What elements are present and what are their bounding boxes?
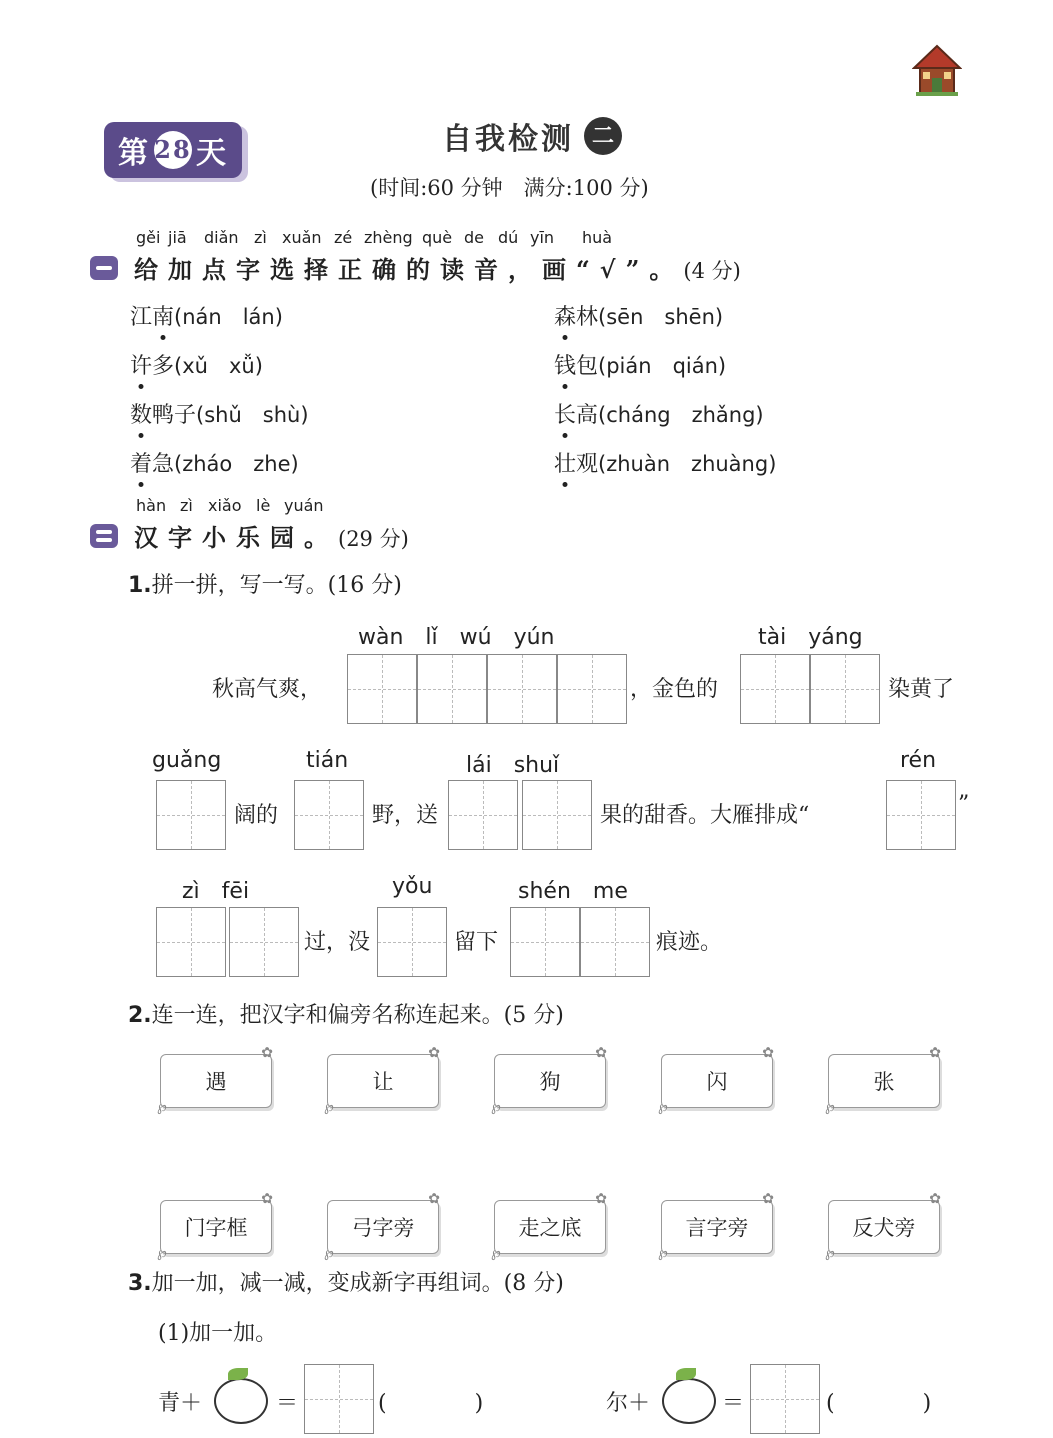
page-title xyxy=(442,114,622,158)
writing-box[interactable] xyxy=(810,654,880,724)
sentence-text: 留下 xyxy=(454,930,499,955)
question-3-sub: (1)加一加。 xyxy=(158,1321,278,1346)
question-2-number: 2. xyxy=(128,1003,152,1028)
writing-box[interactable] xyxy=(229,907,299,977)
sentence-text: 野，送 xyxy=(372,803,439,828)
writing-box[interactable] xyxy=(304,1364,374,1434)
flower-icon: ✿ xyxy=(261,1191,273,1207)
pinyin-word: hàn xyxy=(136,496,167,515)
writing-box[interactable] xyxy=(750,1364,820,1434)
day-suffix: 天 xyxy=(196,136,228,171)
pinyin-hint: rén xyxy=(900,748,937,773)
curl-icon: ℘ xyxy=(825,1099,835,1115)
equals-sign: ＝ xyxy=(722,1391,745,1416)
question-1 xyxy=(128,568,402,599)
question-2-text: 连一连，把汉字和偏旁名称连起来。(5 分) xyxy=(151,1003,564,1028)
reading-item[interactable]: 长高(cháng zhǎng) xyxy=(554,398,764,429)
title-text: 自我检测 xyxy=(442,122,574,157)
pinyin-word: zì xyxy=(254,228,267,247)
card-label: 狗 xyxy=(539,1070,561,1094)
pinyin-word: xiǎo xyxy=(208,496,242,515)
section2-score: (29 分) xyxy=(338,527,409,551)
sentence-text: ，金色的 xyxy=(630,677,719,702)
curl-icon: ℘ xyxy=(157,1099,167,1115)
sentence-text: 过，没 xyxy=(304,930,371,955)
sentence-text: 染黄了 xyxy=(888,677,955,702)
day-prefix: 第 xyxy=(118,136,150,171)
pinyin-hint: guǎng xyxy=(152,748,222,773)
writing-box[interactable] xyxy=(156,907,226,977)
reading-item[interactable]: 壮观(zhuàn zhuàng) xyxy=(554,447,776,478)
reading-options: (xǔ xǚ) xyxy=(174,354,263,378)
card-label: 门字框 xyxy=(184,1216,248,1240)
curl-icon: ℘ xyxy=(324,1245,334,1261)
flower-icon: ✿ xyxy=(595,1191,607,1207)
equation-left: 青＋ xyxy=(158,1391,203,1416)
writing-box[interactable] xyxy=(510,907,580,977)
card-label: 张 xyxy=(873,1070,895,1094)
pinyin-hint: tián xyxy=(306,748,349,773)
sentence-text: 秋高气爽， xyxy=(212,677,323,702)
reading-options: (shǔ shù) xyxy=(196,403,309,427)
question-3-number: 3. xyxy=(128,1271,152,1296)
flower-icon: ✿ xyxy=(261,1045,273,1061)
radical-card[interactable] xyxy=(825,1191,941,1261)
curl-icon: ℘ xyxy=(825,1245,835,1261)
question-1-text: 拼一拼，写一写。(16 分) xyxy=(151,573,402,598)
writing-box[interactable] xyxy=(347,654,417,724)
flower-icon: ✿ xyxy=(929,1045,941,1061)
pinyin-word: zì xyxy=(180,496,193,515)
flower-icon: ✿ xyxy=(929,1191,941,1207)
char-card[interactable] xyxy=(157,1045,273,1115)
char-card[interactable] xyxy=(658,1045,774,1115)
reading-item[interactable]: 森林(sēn shēn) xyxy=(554,300,723,331)
reading-item[interactable]: 江南(nán lán) xyxy=(130,300,283,331)
radical-card[interactable] xyxy=(658,1191,774,1261)
title-number: 二 xyxy=(584,117,622,155)
writing-box[interactable] xyxy=(417,654,487,724)
writing-box[interactable] xyxy=(294,780,364,850)
flower-icon: ✿ xyxy=(428,1045,440,1061)
reading-item[interactable]: 许多(xǔ xǚ) xyxy=(130,349,263,380)
pinyin-word: lè xyxy=(256,496,271,515)
answer-paren[interactable]: ( ) xyxy=(378,1391,484,1416)
pinyin-word: zhèng xyxy=(364,228,413,247)
leaf-icon xyxy=(676,1368,696,1380)
reading-options: (cháng zhǎng) xyxy=(598,403,764,427)
page-subtitle: (时间:60 分钟 满分:100 分) xyxy=(370,176,649,200)
question-2 xyxy=(128,998,564,1029)
card-label: 遇 xyxy=(205,1070,227,1094)
pinyin-word: yuán xyxy=(284,496,324,515)
day-badge xyxy=(104,122,242,178)
flower-icon: ✿ xyxy=(595,1045,607,1061)
equation-left: 尔＋ xyxy=(606,1391,651,1416)
house-icon xyxy=(912,42,962,98)
radical-card[interactable] xyxy=(157,1191,273,1261)
pinyin-word: gěi xyxy=(136,228,161,247)
sentence-text: 果的甜香。大雁排成“ xyxy=(600,803,810,828)
pinyin-hint: yǒu xyxy=(392,874,433,899)
pinyin-word: jiā xyxy=(168,228,187,247)
curl-icon: ℘ xyxy=(491,1245,501,1261)
pinyin-hint: tài yáng xyxy=(758,625,863,650)
answer-paren[interactable]: ( ) xyxy=(826,1391,932,1416)
pinyin-hint: zì fēi xyxy=(182,879,250,904)
section1-title xyxy=(134,250,741,285)
leaf-icon xyxy=(228,1368,248,1380)
writing-box[interactable] xyxy=(377,907,447,977)
reading-options: (zháo zhe) xyxy=(174,452,299,476)
curl-icon: ℘ xyxy=(324,1099,334,1115)
question-3-text: 加一加，减一减，变成新字再组词。(8 分) xyxy=(151,1271,564,1296)
reading-options: (pián qián) xyxy=(598,354,727,378)
writing-box[interactable] xyxy=(522,780,592,850)
writing-box[interactable] xyxy=(580,907,650,977)
sentence-text: ” xyxy=(958,792,970,817)
pinyin-word: zé xyxy=(334,228,353,247)
sentence-text: 阔的 xyxy=(234,803,279,828)
card-label: 言字旁 xyxy=(685,1216,749,1240)
card-label: 走之底 xyxy=(518,1216,582,1240)
writing-box[interactable] xyxy=(740,654,810,724)
curl-icon: ℘ xyxy=(157,1245,167,1261)
radical-card[interactable] xyxy=(324,1191,440,1261)
writing-box[interactable] xyxy=(156,780,226,850)
reading-options: (sēn shēn) xyxy=(598,305,724,329)
sentence-text: 痕迹。 xyxy=(656,930,723,955)
card-label: 反犬旁 xyxy=(852,1216,916,1240)
card-label: 弓字旁 xyxy=(351,1216,415,1240)
day-number: 28 xyxy=(154,131,192,169)
pinyin-word: xuǎn xyxy=(282,228,322,247)
equals-sign: ＝ xyxy=(276,1391,299,1416)
card-label: 闪 xyxy=(706,1070,728,1094)
question-3 xyxy=(128,1266,564,1297)
pinyin-word: de xyxy=(464,228,484,247)
reading-options: (nán lán) xyxy=(174,305,283,329)
section1-marker xyxy=(90,256,118,280)
writing-box[interactable] xyxy=(886,780,956,850)
apple-circle[interactable] xyxy=(662,1378,716,1424)
section2-title-text: 汉字小乐园。 xyxy=(134,523,338,552)
section1-title-text: 给加点字选择正确的读音，画“√”。 xyxy=(134,255,684,284)
reading-item[interactable]: 数鸭子(shǔ shù) xyxy=(130,398,309,429)
curl-icon: ℘ xyxy=(658,1245,668,1261)
flower-icon: ✿ xyxy=(428,1191,440,1207)
section2-marker xyxy=(90,524,118,548)
apple-circle[interactable] xyxy=(214,1378,268,1424)
writing-box[interactable] xyxy=(448,780,518,850)
pinyin-word: diǎn xyxy=(204,228,239,247)
flower-icon: ✿ xyxy=(762,1045,774,1061)
curl-icon: ℘ xyxy=(491,1099,501,1115)
pinyin-word: yīn xyxy=(530,228,555,247)
section1-score: (4 分) xyxy=(683,259,741,283)
pinyin-word: dú xyxy=(498,228,519,247)
pinyin-hint: wàn lǐ wú yún xyxy=(358,625,555,650)
pinyin-hint: lái shuǐ xyxy=(466,753,560,778)
section2-title xyxy=(134,518,409,553)
reading-options: (zhuàn zhuàng) xyxy=(598,452,777,476)
pinyin-hint: shén me xyxy=(518,879,628,904)
char-card[interactable] xyxy=(825,1045,941,1115)
reading-item[interactable]: 着急(zháo zhe) xyxy=(130,447,299,478)
char-card[interactable] xyxy=(324,1045,440,1115)
pinyin-word: huà xyxy=(582,228,613,247)
pinyin-word: què xyxy=(422,228,453,247)
question-1-number: 1. xyxy=(128,573,152,598)
reading-item[interactable]: 钱包(pián qián) xyxy=(554,349,726,380)
card-label: 让 xyxy=(372,1070,394,1094)
char-card[interactable] xyxy=(491,1045,607,1115)
writing-box[interactable] xyxy=(487,654,557,724)
radical-card[interactable] xyxy=(491,1191,607,1261)
flower-icon: ✿ xyxy=(762,1191,774,1207)
curl-icon: ℘ xyxy=(658,1099,668,1115)
writing-box[interactable] xyxy=(557,654,627,724)
